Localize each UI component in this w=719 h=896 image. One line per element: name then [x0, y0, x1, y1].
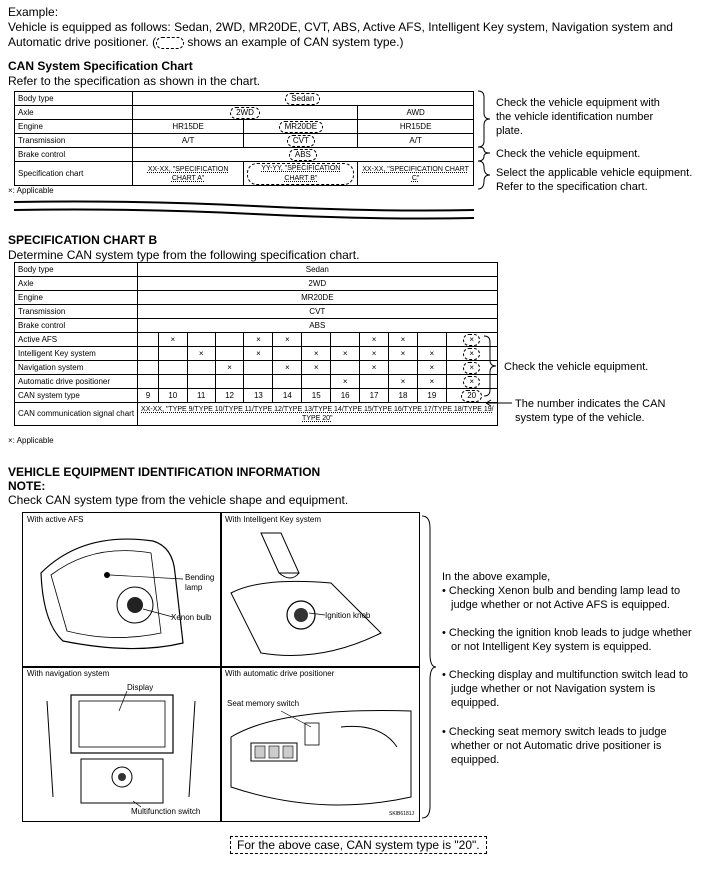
bullet-text: Checking seat memory switch leads to judge: [448, 726, 667, 738]
mark: ×: [463, 362, 480, 374]
mark-cell: [158, 375, 187, 389]
type-number: 19: [427, 390, 437, 400]
cell: AWD: [358, 106, 474, 120]
oval-highlight: Sedan: [285, 93, 320, 105]
mark-cell: [138, 375, 159, 389]
type-cell: [158, 389, 187, 403]
cell: HR15DE: [358, 120, 474, 134]
explain-intro: In the above example,: [442, 571, 551, 583]
panel-intelligent-key: [220, 512, 420, 668]
bullet-text: Checking Xenon bulb and bending lamp lead to: [448, 585, 681, 597]
mark-cell: [389, 347, 418, 361]
mark-cell: [360, 375, 389, 389]
table-row: [15, 347, 498, 361]
mark-cell: [360, 333, 389, 347]
note-vin-1: Check the vehicle equipment with: [496, 97, 660, 109]
type-cell: [360, 389, 389, 403]
example-label: Example:: [8, 5, 59, 19]
conclusion-box: For the above case, CAN system type is "20".: [230, 836, 487, 854]
mark-cell: [158, 361, 187, 375]
cell: [132, 148, 473, 162]
type-number: 13: [253, 390, 263, 400]
mark: ×: [227, 362, 232, 372]
row-label: Brake control: [15, 148, 133, 162]
table-row: [15, 375, 498, 389]
mark-cell: [215, 375, 244, 389]
table-row: [15, 403, 498, 426]
intro-line-2b: shows an example of CAN system type.): [184, 35, 404, 49]
ignition-illustration: [221, 513, 419, 667]
type-cell: [138, 389, 159, 403]
table-row: [15, 263, 498, 277]
mark-cell: [187, 361, 215, 375]
mark-cell: [187, 347, 215, 361]
table-row: [15, 120, 474, 134]
intro-line-2: [8, 35, 404, 49]
mark-cell: [302, 347, 331, 361]
label-seat-memory-switch: Seat memory switch: [227, 699, 300, 708]
mark-cell: [273, 375, 302, 389]
mark-cell: [302, 361, 331, 375]
cell: HR15DE: [132, 120, 244, 134]
type-number: 14: [282, 390, 292, 400]
note-label: NOTE:: [8, 479, 46, 493]
ident-heading: VEHICLE EQUIPMENT IDENTIFICATION INFORMATION: [8, 465, 321, 479]
table-row: [15, 162, 474, 186]
mark-cell: [138, 347, 159, 361]
note-check-equipment: Check the vehicle equipment.: [496, 148, 641, 160]
mark-cell: [360, 347, 389, 361]
cell: CVT: [138, 305, 498, 319]
panel-caption: With navigation system: [27, 669, 110, 678]
type-cell: [417, 389, 446, 403]
mark: ×: [463, 376, 480, 388]
mark: ×: [371, 362, 377, 372]
type-number: 17: [369, 390, 379, 400]
type-number: 15: [311, 390, 321, 400]
mark: ×: [285, 362, 290, 372]
type-number: 9: [145, 390, 151, 400]
row-label: CAN system type: [15, 389, 138, 403]
type-cell: [302, 389, 331, 403]
mark: ×: [429, 376, 435, 386]
row-label: Engine: [15, 291, 138, 305]
cell: 2WD: [138, 277, 498, 291]
mark: ×: [400, 334, 406, 344]
mark-cell: [158, 347, 187, 361]
mark: ×: [342, 348, 348, 358]
cell: [244, 120, 358, 134]
row-label: Body type: [15, 263, 138, 277]
intro-line-2a: Automatic drive positioner. (: [8, 35, 157, 49]
mark-cell: [302, 333, 331, 347]
mark-cell: [417, 333, 446, 347]
label-bending: Bending: [185, 573, 215, 582]
bullet-key-2: or not Intelligent Key system is equipped.: [451, 641, 652, 653]
type-cell: [389, 389, 418, 403]
table-row: [15, 277, 498, 291]
bullet-nav-1: • Checking display and multifunction switch lead to: [442, 669, 688, 681]
panel-caption: With automatic drive positioner: [225, 669, 335, 678]
mark: ×: [170, 334, 176, 344]
applicable-legend-1: ×: Applicable: [8, 186, 54, 195]
type-number: 16: [340, 390, 350, 400]
mark: ×: [313, 348, 319, 358]
row-label: Brake control: [15, 319, 138, 333]
table-row: [15, 92, 474, 106]
type-cell: [331, 389, 360, 403]
row-label: Intelligent Key system: [15, 347, 138, 361]
label-lamp: lamp: [185, 583, 203, 592]
mark-cell: [389, 333, 418, 347]
bullet-seat-3: equipped.: [451, 754, 500, 766]
mark-cell: [215, 347, 244, 361]
mark-cell: [331, 333, 360, 347]
type-number: 11: [197, 390, 206, 400]
table-row: [15, 389, 498, 403]
bullet-key-1: • Checking the ignition knob leads to judge whether: [442, 627, 692, 639]
note-text: Check CAN system type from the vehicle shape and equipment.: [8, 493, 349, 507]
mark-cell: [417, 347, 446, 361]
row-label: Active AFS: [15, 333, 138, 347]
type-cell: [215, 389, 244, 403]
note-chart-b-equipment: Check the vehicle equipment.: [504, 361, 649, 373]
mark: ×: [313, 362, 319, 372]
mark-cell: [215, 333, 244, 347]
mark: ×: [198, 348, 204, 358]
mark: ×: [371, 334, 377, 344]
bullet-text: Checking display and multifunction switch lead to: [448, 669, 688, 681]
intro-line-1: Vehicle is equipped as follows: Sedan, 2WD, MR20DE, CVT, ABS, Active AFS, Intelligent Key system, Navigation system and: [8, 20, 673, 34]
example-oval: [156, 37, 184, 49]
bullet-nav-2: judge whether or not Navigation system is: [451, 683, 656, 695]
mark: ×: [256, 348, 261, 358]
oval-highlight: 2WD: [230, 107, 260, 119]
table-row: [15, 106, 474, 120]
mark-cell: [389, 375, 418, 389]
brace-group-2: [482, 334, 502, 404]
table-row: [15, 291, 498, 305]
applicable-legend-2: ×: Applicable: [8, 436, 54, 445]
note-select-2: Refer to the specification chart.: [496, 181, 648, 193]
row-label: Body type: [15, 92, 133, 106]
panel-caption: With active AFS: [27, 515, 84, 524]
label-display: Display: [127, 683, 154, 692]
mark-cell: [302, 375, 331, 389]
brace-group-1: [476, 89, 496, 193]
note-select-1: Select the applicable vehicle equipment.: [496, 167, 693, 179]
navigation-illustration: [23, 667, 221, 821]
cell: [244, 134, 358, 148]
mark: ×: [463, 334, 480, 346]
mark-cell: [360, 361, 389, 375]
row-label: Transmission: [15, 305, 138, 319]
spec-chart-c-link[interactable]: XX-XX, "SPECIFICATION CHART C": [358, 162, 474, 186]
row-label: Navigation system: [15, 361, 138, 375]
mark: ×: [429, 362, 435, 372]
panel-caption: With Intelligent Key system: [225, 515, 322, 524]
mark-cell: [244, 375, 273, 389]
mark-cell: [417, 361, 446, 375]
mark-cell: [187, 333, 215, 347]
mark-cell: [138, 361, 159, 375]
mark: ×: [285, 334, 290, 344]
cell: [132, 92, 473, 106]
signal-chart-link[interactable]: [138, 403, 498, 426]
table-row: [15, 333, 498, 347]
mark-cell: [331, 375, 360, 389]
mark-cell: [244, 333, 273, 347]
cell: Sedan: [138, 263, 498, 277]
mark-cell: [417, 375, 446, 389]
mark-cell: [389, 361, 418, 375]
table-row: [15, 148, 474, 162]
cell: MR20DE: [138, 291, 498, 305]
row-label: Axle: [15, 106, 133, 120]
note-type-1: The number indicates the CAN: [515, 398, 666, 410]
row-label: Engine: [15, 120, 133, 134]
mark: ×: [256, 334, 261, 344]
panel-navigation: [22, 666, 222, 822]
table-row: [15, 305, 498, 319]
can-chart-subtitle: Refer to the specification as shown in the chart.: [8, 74, 261, 88]
oval-highlight: MR20DE: [279, 121, 323, 133]
cell: ABS: [138, 319, 498, 333]
type-number: 10: [168, 390, 178, 400]
note-vin-3: plate.: [496, 125, 523, 137]
mark-cell: [273, 333, 302, 347]
mark: ×: [371, 348, 377, 358]
panel-active-afs: [22, 512, 222, 668]
type-number: 20: [461, 390, 482, 402]
cell: A/T: [132, 134, 244, 148]
cell: [244, 162, 358, 186]
brace-figures: [420, 514, 438, 820]
mark: ×: [429, 348, 435, 358]
chart-b-subtitle: Determine CAN system type from the following specification chart.: [8, 248, 360, 262]
panel-drive-positioner: [220, 666, 420, 822]
mark-cell: [244, 347, 273, 361]
label-multifunction-switch: Multifunction switch: [131, 807, 201, 816]
note-type-2: system type of the vehicle.: [515, 412, 645, 424]
note-vin-2: the vehicle identification number: [496, 111, 654, 123]
label-ignition-knob: Ignition knob: [325, 611, 371, 620]
spec-chart-b-link[interactable]: YY-YY, "SPECIFICATION CHART B": [247, 163, 354, 185]
cell: [132, 106, 358, 120]
mark: ×: [400, 376, 406, 386]
mark-cell: [331, 361, 360, 375]
row-label: CAN communication signal chart: [15, 403, 138, 426]
table-row: [15, 361, 498, 375]
bullet-afs-1: • Checking Xenon bulb and bending lamp lead to: [442, 585, 681, 597]
spec-chart-a-link[interactable]: XX-XX, "SPECIFICATION CHART A": [132, 162, 244, 186]
mark: ×: [400, 348, 406, 358]
signal-chart-line-1: XX-XX, "TYPE 9/TYPE 10/TYPE 11/TYPE 12/TYPE 13/TYPE 14/TYPE 15/TYPE 16/TYPE 17/TYPE 18/TYPE 19/: [141, 406, 494, 413]
mark-cell: [331, 347, 360, 361]
bullet-nav-3: equipped.: [451, 697, 500, 709]
signal-chart-line-2: TYPE 20": [302, 415, 333, 422]
cell: A/T: [358, 134, 474, 148]
mark-cell: [244, 361, 273, 375]
type-cell: [244, 389, 273, 403]
row-label: Specification chart: [15, 162, 133, 186]
bullet-text: Checking the ignition knob leads to judge whether: [448, 627, 692, 639]
door-panel-illustration: [221, 667, 419, 821]
mark-cell: [158, 333, 187, 347]
can-spec-table: [14, 91, 474, 186]
type-number: 18: [398, 390, 408, 400]
type-number: 12: [225, 390, 234, 400]
figure-code: SKIB6181J: [389, 811, 415, 817]
table-row: [15, 319, 498, 333]
row-label: Automatic drive positioner: [15, 375, 138, 389]
break-lines: [14, 198, 476, 222]
mark-cell: [138, 333, 159, 347]
row-label: Axle: [15, 277, 138, 291]
mark-cell: [273, 347, 302, 361]
table-row: [15, 134, 474, 148]
bullet-seat-2: whether or not Automatic drive positioner is: [451, 740, 662, 752]
oval-highlight: CVT: [287, 135, 315, 147]
mark-cell: [187, 375, 215, 389]
mark: ×: [463, 348, 480, 360]
mark-cell: [215, 361, 244, 375]
bullet-seat-1: • Checking seat memory switch leads to judge: [442, 726, 667, 738]
type-cell: [187, 389, 215, 403]
row-label: Transmission: [15, 134, 133, 148]
spec-chart-b-table: [14, 262, 498, 426]
mark-cell: [273, 361, 302, 375]
oval-highlight: ABS: [289, 149, 317, 161]
mark: ×: [342, 376, 348, 386]
label-xenon-bulb: Xenon bulb: [171, 613, 212, 622]
arrow-left-icon: [484, 398, 514, 408]
chart-b-heading: SPECIFICATION CHART B: [8, 233, 158, 247]
bullet-afs-2: judge whether or not Active AFS is equipped.: [451, 599, 670, 611]
type-cell: [273, 389, 302, 403]
can-chart-heading: CAN System Specification Chart: [8, 59, 193, 73]
